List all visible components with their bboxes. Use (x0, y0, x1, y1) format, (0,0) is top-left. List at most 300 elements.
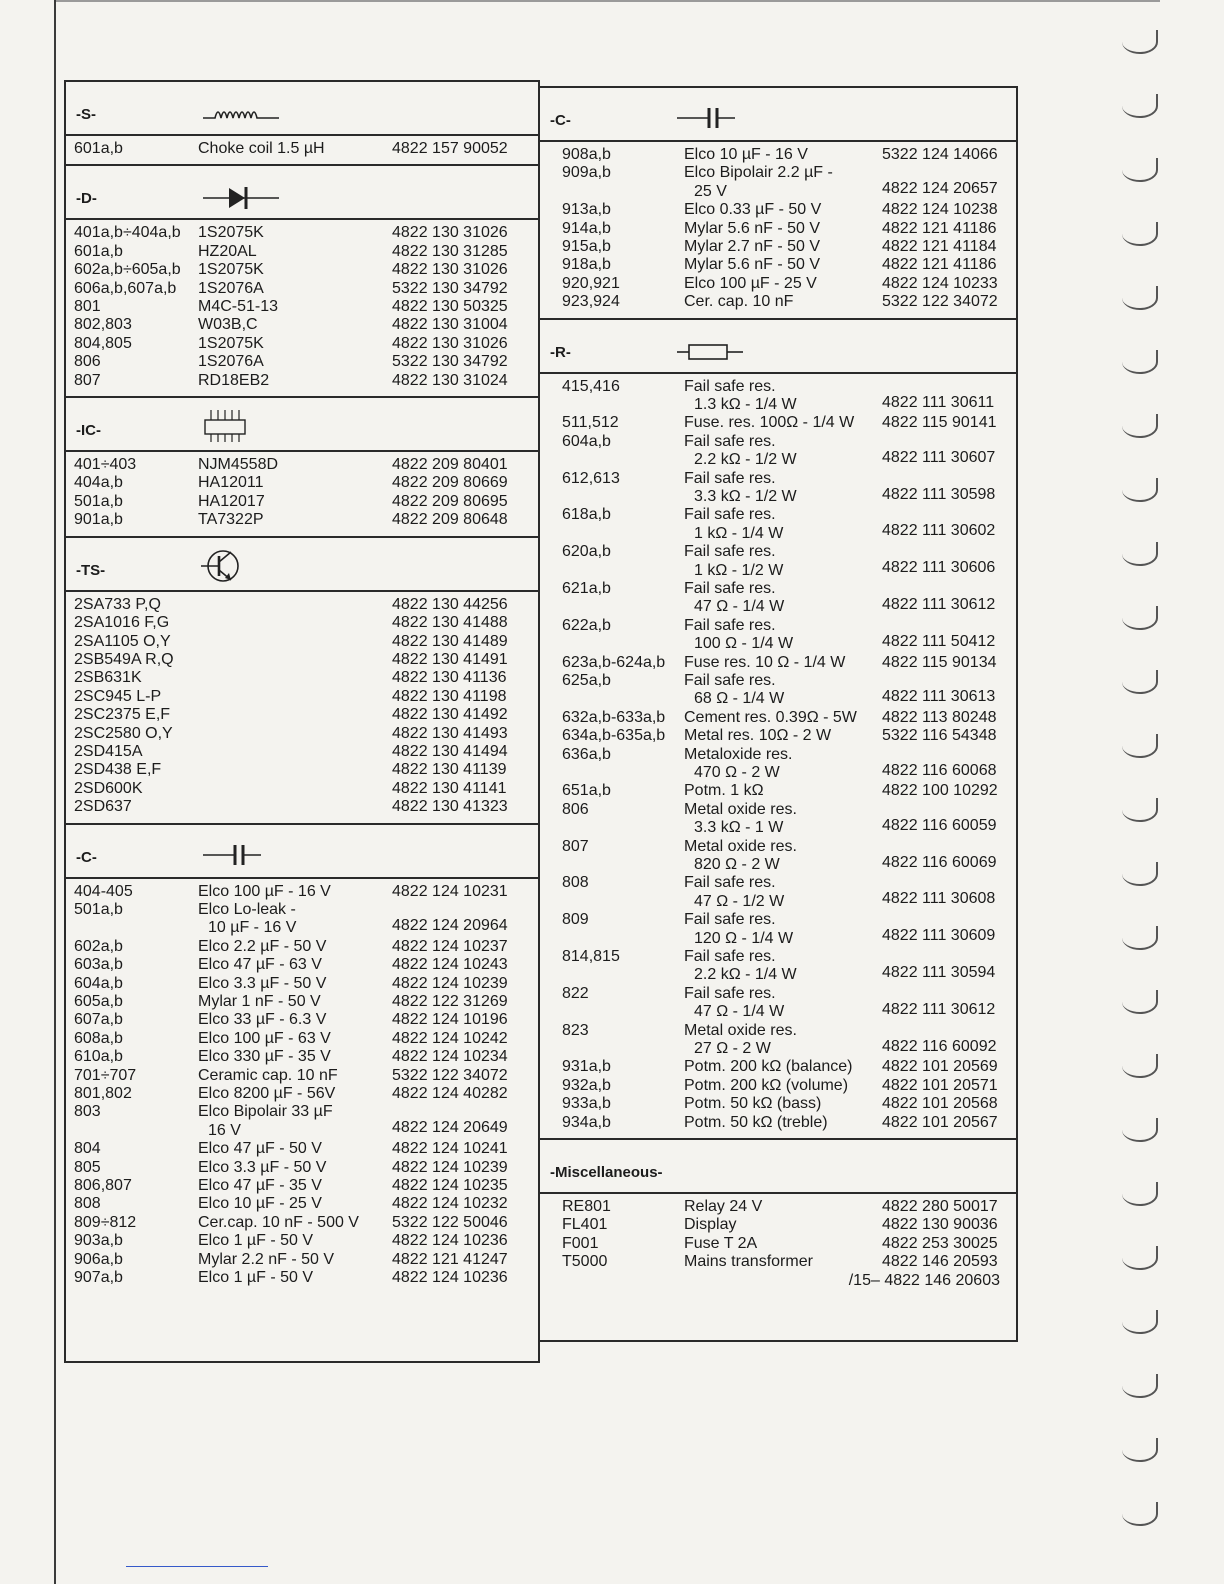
part-code: 4822 130 31004 (392, 316, 508, 334)
part-code: 4822 111 30612 (882, 596, 996, 614)
part-ref: 909a,b (562, 164, 611, 182)
section-title: -Miscellaneous- (550, 1164, 663, 1182)
section-rows (66, 592, 538, 823)
part-description (684, 146, 878, 164)
table-row (540, 1198, 1016, 1216)
description-line-2: 3.3 kΩ - 1/2 W (694, 488, 797, 506)
table-row (66, 956, 538, 974)
table-row (66, 243, 538, 261)
part-ref: 604a,b (74, 974, 123, 992)
part-description (198, 938, 388, 956)
part-ref: 901a,b (74, 511, 123, 529)
part-description (684, 617, 878, 654)
description-line: Metal oxide res. (684, 837, 797, 855)
part-code: 4822 124 10239 (392, 1158, 508, 1176)
part-code: 4822 116 60092 (882, 1037, 997, 1055)
table-row (66, 993, 538, 1011)
description-line-2: 120 Ω - 1/4 W (694, 929, 794, 947)
section-header (66, 164, 538, 220)
description-line: Elco 47 µF - 63 V (198, 956, 322, 974)
part-code: 4822 130 41494 (392, 742, 508, 760)
table-row (66, 1103, 538, 1140)
part-code: 4822 130 50325 (392, 298, 508, 316)
part-ref: 501a,b (74, 492, 123, 510)
part-ref: 2SD415A (74, 742, 143, 760)
part-ref: 914a,b (562, 219, 611, 237)
part-ref: 931a,b (562, 1058, 611, 1076)
table-row (66, 261, 538, 279)
table-row (540, 238, 1016, 256)
section-rows (540, 142, 1016, 318)
table-row (66, 335, 538, 353)
part-description (198, 1011, 388, 1029)
part-code: 4822 124 10238 (882, 201, 998, 219)
part-code: 4822 113 80248 (882, 708, 997, 726)
part-description (684, 727, 878, 745)
table-row (540, 1058, 1016, 1076)
description-line: Elco 33 µF - 6.3 V (198, 1011, 327, 1029)
binder-hole (1122, 606, 1158, 630)
section-header (540, 88, 1016, 142)
description-line: Potm. 200 kΩ (balance) (684, 1058, 853, 1076)
part-code: 4822 130 31285 (392, 242, 508, 260)
part-ref: 607a,b (74, 1011, 123, 1029)
part-code: 4822 209 80648 (392, 511, 508, 529)
part-code: 4822 124 20657 (882, 180, 998, 198)
part-code: 4822 130 31026 (392, 224, 508, 242)
part-description (198, 1030, 388, 1048)
part-code: 5322 122 34072 (882, 293, 998, 311)
part-code: 4822 124 10231 (392, 882, 508, 900)
table-row (66, 1195, 538, 1213)
part-code: 4822 115 90141 (882, 414, 997, 432)
description-line-2: 27 Ω - 2 W (694, 1040, 771, 1058)
part-description (198, 1067, 388, 1085)
part-description (684, 1216, 878, 1234)
part-description (198, 1232, 388, 1250)
part-description (198, 780, 388, 798)
description-line: HA12017 (198, 492, 265, 510)
description-line: Fail safe res. (684, 432, 776, 450)
description-line: Elco 0.33 µF - 50 V (684, 201, 822, 219)
part-description (684, 506, 878, 543)
part-ref: 808 (74, 1195, 101, 1213)
table-row (66, 798, 538, 816)
description-line: Fuse. res. 100Ω - 1/4 W (684, 414, 855, 432)
part-ref: 804,805 (74, 334, 132, 352)
part-description (198, 1103, 388, 1140)
part-description (684, 543, 878, 580)
part-code: 4822 101 20571 (882, 1076, 998, 1094)
table-row (540, 506, 1016, 543)
part-description (198, 280, 388, 298)
table-row (66, 1067, 538, 1085)
part-ref: 923,924 (562, 293, 620, 311)
part-ref: 906a,b (74, 1250, 123, 1268)
part-code: 4822 124 10239 (392, 974, 508, 992)
section-rows (66, 136, 538, 164)
part-code: 4822 124 40282 (392, 1085, 508, 1103)
description-line: HZ20AL (198, 242, 257, 260)
part-ref: 2SB631K (74, 669, 142, 687)
binder-hole (1122, 1310, 1158, 1334)
part-code: 4822 122 31269 (392, 992, 508, 1010)
part-description (684, 1095, 878, 1113)
table-row (66, 651, 538, 669)
description-line: Elco Lo-leak - (198, 900, 296, 918)
table-row (540, 874, 1016, 911)
part-ref: 2SA1016 F,G (74, 614, 170, 632)
part-code: 4822 130 90036 (882, 1216, 998, 1234)
part-description (198, 261, 388, 279)
part-ref: 2SA733 P,Q (74, 595, 161, 613)
parts-column-right (538, 86, 1018, 1342)
part-code: 4822 130 41488 (392, 614, 508, 632)
part-code: 4822 111 30607 (882, 448, 996, 466)
section-header (66, 823, 538, 879)
table-row (540, 378, 1016, 415)
part-ref: F001 (562, 1234, 599, 1252)
table-row (540, 293, 1016, 311)
part-code: 4822 111 30609 (882, 927, 996, 945)
description-line: Metal oxide res. (684, 800, 797, 818)
part-ref: 651a,b (562, 782, 611, 800)
part-ref: 511,512 (562, 414, 619, 432)
description-line: Elco 100 µF - 63 V (198, 1029, 331, 1047)
description-line: Fail safe res. (684, 377, 776, 395)
part-code: 4822 130 31026 (392, 261, 508, 279)
description-line: Elco 8200 µF - 56V (198, 1085, 336, 1103)
part-ref: 823 (562, 1021, 589, 1039)
table-row (540, 617, 1016, 654)
description-line-2: 3.3 kΩ - 1 W (694, 819, 784, 837)
table-row (66, 140, 538, 158)
part-description (684, 433, 878, 470)
part-description (198, 140, 388, 158)
description-line: Relay 24 V (684, 1198, 763, 1216)
binder-hole (1122, 1374, 1158, 1398)
binder-hole (1122, 1246, 1158, 1270)
part-description (198, 1251, 388, 1269)
part-description (684, 220, 878, 238)
part-code: 4822 121 41186 (882, 219, 997, 237)
description-line: Elco 100 µF - 16 V (198, 882, 331, 900)
part-ref: 933a,b (562, 1095, 611, 1113)
binder-hole (1122, 926, 1158, 950)
part-description (198, 883, 388, 901)
table-row (66, 614, 538, 632)
description-line: Fail safe res. (684, 911, 776, 929)
part-ref: 2SA1105 O,Y (74, 632, 171, 650)
part-ref: 404-405 (74, 882, 133, 900)
part-code: 4822 116 60068 (882, 761, 997, 779)
part-ref: 804 (74, 1140, 101, 1158)
part-ref: 415,416 (562, 377, 620, 395)
part-ref: 605a,b (74, 992, 123, 1010)
table-row (66, 633, 538, 651)
part-description (684, 275, 878, 293)
part-code: 5322 130 34792 (392, 353, 508, 371)
part-ref: 809 (562, 911, 589, 929)
table-row (540, 1216, 1016, 1234)
part-ref: 806 (562, 800, 589, 818)
description-line-2: 1.3 kΩ - 1/4 W (694, 396, 797, 414)
table-row (66, 1030, 538, 1048)
part-code: 4822 124 10242 (392, 1029, 508, 1047)
part-code: 4822 124 20964 (392, 916, 508, 934)
description-line: Metal oxide res. (684, 1021, 797, 1039)
part-description (684, 948, 878, 985)
description-line: 1S2076A (198, 353, 264, 371)
table-row (66, 883, 538, 901)
part-description (198, 1195, 388, 1213)
part-description (198, 596, 388, 614)
part-code: 4822 111 30602 (882, 522, 996, 540)
part-code: 4822 124 10243 (392, 956, 508, 974)
description-line: 1S2075K (198, 261, 264, 279)
part-code: 4822 130 31024 (392, 371, 508, 389)
part-description (198, 1085, 388, 1103)
description-line: Elco 1 µF - 50 V (198, 1232, 314, 1250)
resistor-icon (675, 330, 755, 366)
binder-hole (1122, 734, 1158, 758)
part-description (198, 1177, 388, 1195)
part-code: 4822 101 20568 (882, 1095, 998, 1113)
part-ref: 623a,b-624a,b (562, 653, 666, 671)
part-code: 4822 124 20649 (392, 1119, 508, 1137)
table-row (66, 975, 538, 993)
part-code: 5322 116 54348 (882, 727, 997, 745)
description-line: Cer.cap. 10 nF - 500 V (198, 1213, 359, 1231)
part-description (684, 1022, 878, 1059)
table-row (66, 493, 538, 511)
description-line: Mylar 5.6 nF - 50 V (684, 256, 821, 274)
section-header (540, 318, 1016, 374)
part-code: 4822 121 41184 (882, 238, 997, 256)
part-description (684, 801, 878, 838)
table-row (540, 433, 1016, 470)
part-ref: 907a,b (74, 1269, 123, 1287)
part-code: 4822 209 80401 (392, 456, 508, 474)
description-line: Potm. 200 kΩ (volume) (684, 1076, 849, 1094)
part-code: 4822 146 20593 (882, 1253, 998, 1271)
table-row (540, 470, 1016, 507)
part-code: 4822 116 60069 (882, 853, 997, 871)
part-code: 4822 124 10236 (392, 1232, 508, 1250)
part-code: 4822 130 44256 (392, 595, 508, 613)
part-description (198, 633, 388, 651)
table-row (540, 256, 1016, 274)
table-row (540, 985, 1016, 1022)
table-row (540, 948, 1016, 985)
description-line: Elco 330 µF - 35 V (198, 1048, 331, 1066)
part-ref: T5000 (562, 1253, 608, 1271)
description-line-2: 2.2 kΩ - 1/4 W (694, 966, 797, 984)
part-ref: 632a,b-633a,b (562, 708, 666, 726)
part-ref: 625a,b (562, 672, 611, 690)
binder-hole (1122, 1438, 1158, 1462)
part-code: 4822 111 50412 (882, 632, 996, 650)
section-header (66, 82, 538, 136)
part-ref: 604a,b (562, 432, 611, 450)
part-description (198, 975, 388, 993)
part-code: 4822 157 90052 (392, 140, 508, 157)
part-ref: 2SC2375 E,F (74, 706, 171, 724)
part-description (684, 293, 878, 311)
part-description (198, 1048, 388, 1066)
part-ref: 809÷812 (74, 1213, 137, 1231)
part-ref: 807 (74, 371, 101, 389)
description-line: Elco 3.3 µF - 50 V (198, 1158, 327, 1176)
table-row (66, 706, 538, 724)
table-row (66, 224, 538, 242)
section-rows (540, 1194, 1016, 1296)
table-row (66, 1269, 538, 1287)
table-row (540, 164, 1016, 201)
part-code: 4822 111 30612 (882, 1000, 996, 1018)
table-row (540, 201, 1016, 219)
section-header (66, 536, 538, 592)
page-top-edge (56, 0, 1160, 2)
part-description (684, 1058, 878, 1076)
part-ref: 404a,b (74, 474, 123, 492)
part-code: 4822 124 10196 (392, 1011, 508, 1029)
part-code: 4822 130 41489 (392, 632, 508, 650)
part-description (684, 985, 878, 1022)
table-row (540, 146, 1016, 164)
part-description (684, 414, 878, 432)
description-line: Mylar 5.6 nF - 50 V (684, 219, 821, 237)
part-description (684, 238, 878, 256)
part-description (198, 1269, 388, 1287)
description-line: Mylar 1 nF - 50 V (198, 992, 321, 1010)
capacitor-icon (201, 835, 281, 871)
description-line: Display (684, 1216, 737, 1234)
part-description (198, 725, 388, 743)
table-row (66, 1159, 538, 1177)
description-line: Elco 1 µF - 50 V (198, 1269, 314, 1287)
part-ref: 634a,b-635a,b (562, 727, 666, 745)
description-line: Cer. cap. 10 nF (684, 293, 794, 311)
part-ref: 920,921 (562, 274, 620, 292)
part-description (198, 511, 388, 529)
section-rows (66, 879, 538, 1294)
description-line: Potm. 50 kΩ (treble) (684, 1113, 828, 1131)
table-row (66, 1232, 538, 1250)
section-header (66, 396, 538, 452)
table-row (540, 801, 1016, 838)
binder-hole (1122, 862, 1158, 886)
description-line: Fuse T 2A (684, 1234, 758, 1252)
part-ref: 606a,b,607a,b (74, 279, 177, 297)
table-row (66, 298, 538, 316)
capacitor-icon (675, 98, 755, 134)
part-description (198, 651, 388, 669)
description-line: Elco 47 µF - 35 V (198, 1177, 322, 1195)
part-code: 4822 124 10234 (392, 1048, 508, 1066)
extra-code: /15– 4822 146 20603 (848, 1271, 1000, 1289)
part-description (684, 672, 878, 709)
description-line-2: 2.2 kΩ - 1/2 W (694, 451, 797, 469)
description-line: Elco Bipolair 33 µF (198, 1103, 333, 1121)
table-row (66, 761, 538, 779)
part-code: 4822 124 10236 (392, 1269, 508, 1287)
table-row (540, 1235, 1016, 1253)
table-row (66, 1214, 538, 1232)
table-row (540, 1095, 1016, 1113)
table-row (66, 511, 538, 529)
part-ref: 601a,b (74, 140, 123, 157)
description-line: Fail safe res. (684, 543, 776, 561)
part-code: 4822 130 41136 (392, 669, 507, 687)
section-rows (66, 220, 538, 396)
part-ref: 620a,b (562, 543, 611, 561)
part-code: 4822 124 10237 (392, 937, 508, 955)
binder-hole (1122, 1502, 1158, 1526)
binder-hole (1122, 350, 1158, 374)
part-ref: 918a,b (562, 256, 611, 274)
description-line-2: 47 Ω - 1/4 W (694, 1003, 785, 1021)
description-line: Elco 100 µF - 25 V (684, 274, 817, 292)
part-code: 4822 280 50017 (882, 1198, 998, 1216)
part-code: 4822 111 30611 (882, 393, 995, 411)
description-line: Fuse res. 10 Ω - 1/4 W (684, 653, 846, 671)
description-line: Elco 47 µF - 50 V (198, 1140, 322, 1158)
part-ref: 2SD600K (74, 779, 143, 797)
table-row (540, 1114, 1016, 1132)
part-description (684, 746, 878, 783)
part-ref: 913a,b (562, 201, 611, 219)
description-line-2: 1 kΩ - 1/4 W (694, 524, 784, 542)
part-description (198, 669, 388, 687)
part-code: 4822 116 60059 (882, 816, 997, 834)
part-ref: 612,613 (562, 469, 620, 487)
description-line: 1S2075K (198, 334, 264, 352)
table-row (66, 1085, 538, 1103)
section-title: -D- (76, 190, 97, 208)
table-row (540, 727, 1016, 745)
part-description (684, 782, 878, 800)
table-row (540, 746, 1016, 783)
description-line: M4C-51-13 (198, 298, 279, 316)
binder-hole (1122, 1118, 1158, 1142)
table-row (540, 275, 1016, 293)
part-code: 5322 130 34792 (392, 279, 508, 297)
part-code: 4822 130 41141 (392, 779, 507, 797)
description-line-2: 470 Ω - 2 W (694, 764, 780, 782)
part-ref: 701÷707 (74, 1066, 137, 1084)
table-row (66, 372, 538, 390)
table-row (66, 474, 538, 492)
part-code: 4822 111 30606 (882, 559, 996, 577)
table-row (540, 838, 1016, 875)
part-description (198, 956, 388, 974)
description-line: 1S2075K (198, 224, 264, 242)
part-code: 4822 111 30598 (882, 485, 996, 503)
table-row (540, 1022, 1016, 1059)
section-title: -S- (76, 106, 96, 123)
part-description (684, 1253, 878, 1271)
description-line: Elco 10 µF - 16 V (684, 146, 808, 163)
description-line: TA7322P (198, 511, 264, 529)
part-description (198, 993, 388, 1011)
table-row (540, 543, 1016, 580)
part-description (684, 164, 878, 201)
table-row (66, 780, 538, 798)
part-description (198, 298, 388, 316)
part-ref: 806,807 (74, 1177, 132, 1195)
part-ref: 602a,b÷605a,b (74, 261, 181, 279)
